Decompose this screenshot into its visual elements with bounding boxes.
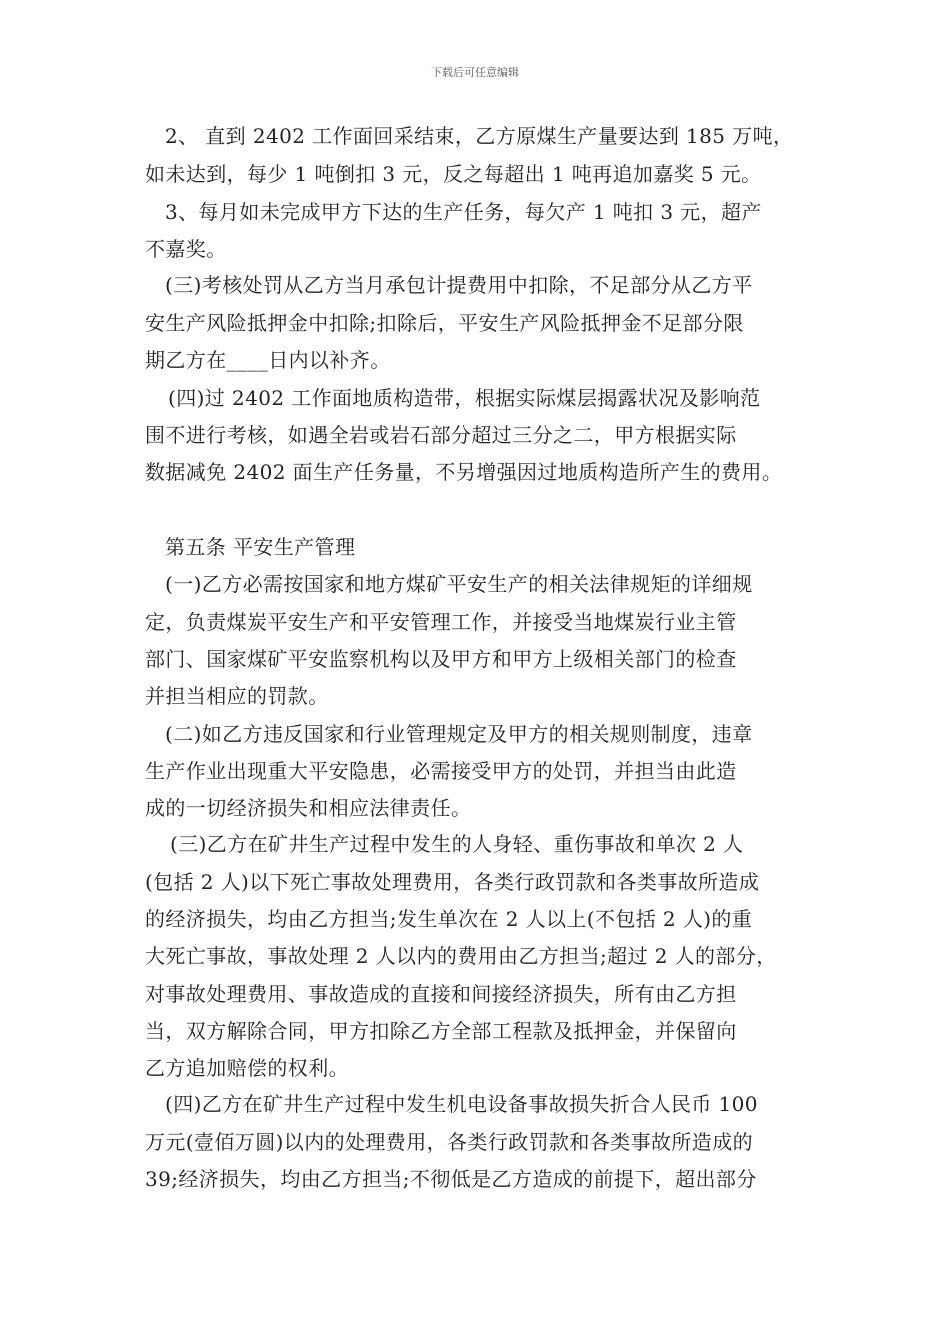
text-line: 期乙方在____日内以补齐。 <box>145 348 391 372</box>
text-line: 当，双方解除合同，甲方扣除乙方全部工程款及抵押金，并保留向 <box>145 1019 737 1043</box>
text-line: 围不进行考核，如遇全岩或岩石部分超过三分之二，甲方根据实际 <box>145 423 737 447</box>
text-line: 大死亡事故，事故处理 2 人以内的费用由乙方担当;超过 2 人的部分， <box>145 944 777 968</box>
text-line: (三)乙方在矿井生产过程中发生的人身轻、重伤事故和单次 2 人 <box>170 832 744 856</box>
page-header: 下载后可任意编辑 <box>431 66 519 79</box>
text-line: 对事故处理费用、事故造成的直接和间接经济损失，所有由乙方担 <box>145 982 737 1006</box>
text-line: 万元(壹佰万圆)以内的处理费用，各类行政罚款和各类事故所造成的 <box>145 1130 754 1154</box>
text-line: (一)乙方必需按国家和地方煤矿平安生产的相关法律规矩的详细规 <box>165 572 753 596</box>
text-line: 生产作业出现重大平安隐患，必需接受甲方的处罚，并担当由此造 <box>145 759 737 783</box>
text-line: 2、 直到 2402 工作面回采结束，乙方原煤生产量要达到 185 万吨， <box>165 124 794 148</box>
text-line: 乙方追加赔偿的权利。 <box>145 1056 349 1080</box>
text-line: (二)如乙方违反国家和行业管理规定及甲方的相关规则制度，违章 <box>165 722 753 746</box>
text-line: 成的一切经济损失和相应法律责任。 <box>145 796 472 820</box>
text-line: 39;经济损失，均由乙方担当;不彻低是乙方造成的前提下，超出部分 <box>145 1167 757 1191</box>
text-line: (三)考核处罚从乙方当月承包计提费用中扣除，不足部分从乙方平 <box>165 273 753 297</box>
text-line: 的经济损失，均由乙方担当;发生单次在 2 人以上(不包括 2 人)的重 <box>145 907 753 931</box>
text-line: (四)乙方在矿井生产过程中发生机电设备事故损失折合人民币 100 <box>165 1092 758 1116</box>
section-heading: 第五条 平安生产管理 <box>165 535 356 559</box>
text-line: (包括 2 人)以下死亡事故处理费用，各类行政罚款和各类事故所造成 <box>145 870 760 894</box>
text-line: 定，负责煤炭平安生产和平安管理工作，并接受当地煤炭行业主管 <box>145 610 737 634</box>
text-line: 如未达到，每少 1 吨倒扣 3 元，反之每超出 1 吨再追加嘉奖 5 元。 <box>145 162 762 186</box>
text-line: 不嘉奖。 <box>145 237 227 261</box>
text-line: 并担当相应的罚款。 <box>145 684 329 708</box>
text-line: (四)过 2402 工作面地质构造带，根据实际煤层揭露状况及影响范 <box>168 386 761 410</box>
text-line: 数据减免 2402 面生产任务量，不另增强因过地质构造所产生的费用。 <box>145 460 783 484</box>
text-line: 安生产风险抵押金中扣除;扣除后，平安生产风险抵押金不足部分限 <box>145 311 744 335</box>
text-line: 部门、国家煤矿平安监察机构以及甲方和甲方上级相关部门的检查 <box>145 647 737 671</box>
text-line: 3、每月如未完成甲方下达的生产任务，每欠产 1 吨扣 3 元，超产 <box>165 200 762 224</box>
